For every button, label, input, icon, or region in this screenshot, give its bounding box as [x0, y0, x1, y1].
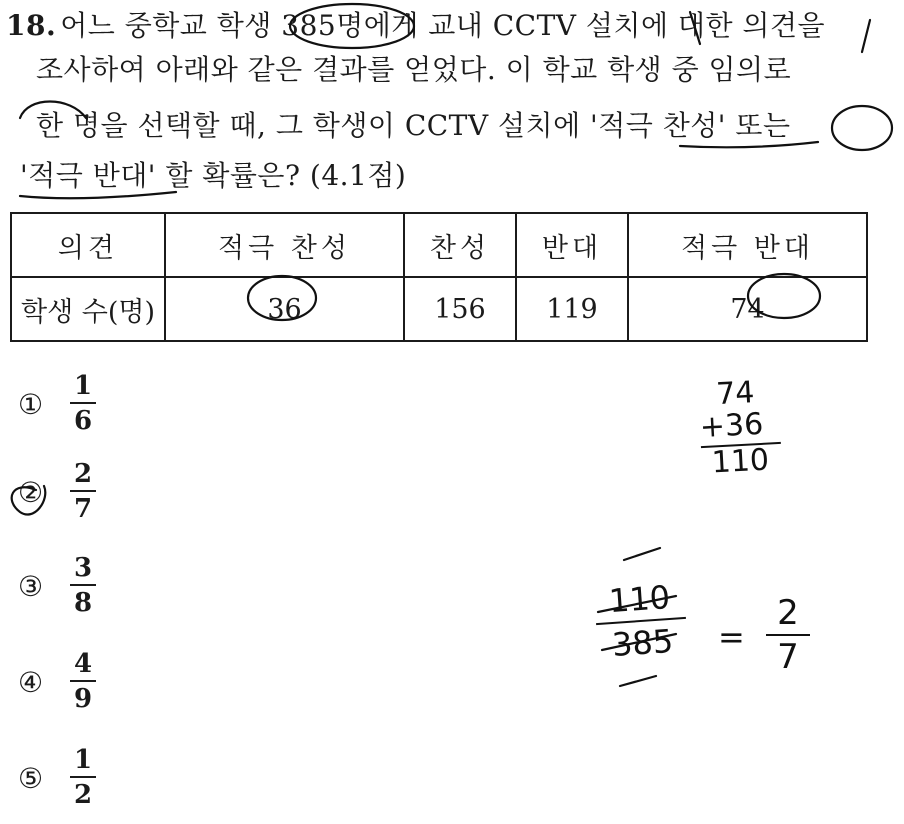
underline-mark-negative — [20, 192, 176, 198]
fraction-numerator: 4 — [73, 649, 93, 679]
question-number: 18. — [6, 9, 57, 42]
table-cell-value: 156 — [434, 293, 486, 325]
strike-mark-denominator — [602, 634, 676, 650]
strike-mark-lower — [620, 676, 656, 686]
fraction-denominator: 7 — [73, 494, 93, 524]
question-text-4: '적극 반대' 할 확률은? (4.1점) — [20, 159, 407, 192]
fraction-denominator: 9 — [73, 684, 93, 714]
strike-mark-numerator — [598, 596, 676, 612]
strike-mark-small — [624, 548, 660, 560]
circle-mark-74 — [748, 274, 820, 318]
table-header-cell: 적극 찬성 — [165, 213, 404, 277]
table-cell-value: 74 — [730, 293, 765, 325]
fraction-denominator: 2 — [73, 780, 93, 810]
underline-mark-positive — [680, 142, 818, 147]
choice-marker: ⑤ — [18, 762, 44, 795]
choice-marker: ① — [18, 388, 44, 421]
pen-stroke-mark-2 — [862, 20, 870, 52]
choice-marker: ② — [18, 476, 44, 509]
circle-mark-one-person — [20, 102, 86, 119]
handwritten-result-numerator: 2 — [777, 593, 799, 633]
table-row-label: 학생 수(명) — [11, 277, 165, 341]
handwritten-addend-bottom: +36 — [699, 406, 765, 446]
table-header-cell: 적극 반대 — [628, 213, 867, 277]
fraction-numerator: 2 — [73, 459, 93, 489]
pen-stroke-mark — [690, 12, 700, 44]
circle-mark-385 — [290, 4, 414, 48]
handwritten-equals: = — [718, 618, 745, 656]
fraction-denominator: 8 — [73, 588, 93, 618]
circle-mark-or — [832, 106, 892, 150]
table-header-cell: 의견 — [11, 213, 165, 277]
question-text-2: 조사하여 아래와 같은 결과를 얻었다. 이 학교 학생 중 임의로 — [36, 53, 792, 86]
question-text-1: 어느 중학교 학생 385명에게 교내 CCTV 설치에 대한 의견을 — [60, 9, 826, 42]
handwritten-fraction-numerator: 110 — [607, 577, 672, 621]
handwritten-addend-top: 74 — [715, 375, 756, 413]
question-text-3: 한 명을 선택할 때, 그 학생이 CCTV 설치에 '적극 찬성' 또는 — [36, 109, 791, 142]
handwritten-sum: 110 — [701, 442, 783, 480]
handwritten-result-denominator: 7 — [777, 637, 799, 677]
handwritten-fraction-denominator: 385 — [610, 621, 675, 665]
table-cell-value: 119 — [546, 293, 598, 325]
fraction-numerator: 3 — [73, 553, 93, 583]
circle-mark-choice-2 — [12, 486, 46, 515]
fraction-numerator: 1 — [73, 745, 93, 775]
choice-marker: ④ — [18, 666, 44, 699]
circle-mark-36 — [248, 276, 316, 320]
table-cell-value: 36 — [267, 293, 302, 325]
table-header-cell: 반대 — [516, 213, 628, 277]
fraction-numerator: 1 — [73, 371, 93, 401]
table-header-cell: 찬성 — [404, 213, 516, 277]
choice-marker: ③ — [18, 570, 44, 603]
fraction-denominator: 6 — [73, 406, 93, 436]
